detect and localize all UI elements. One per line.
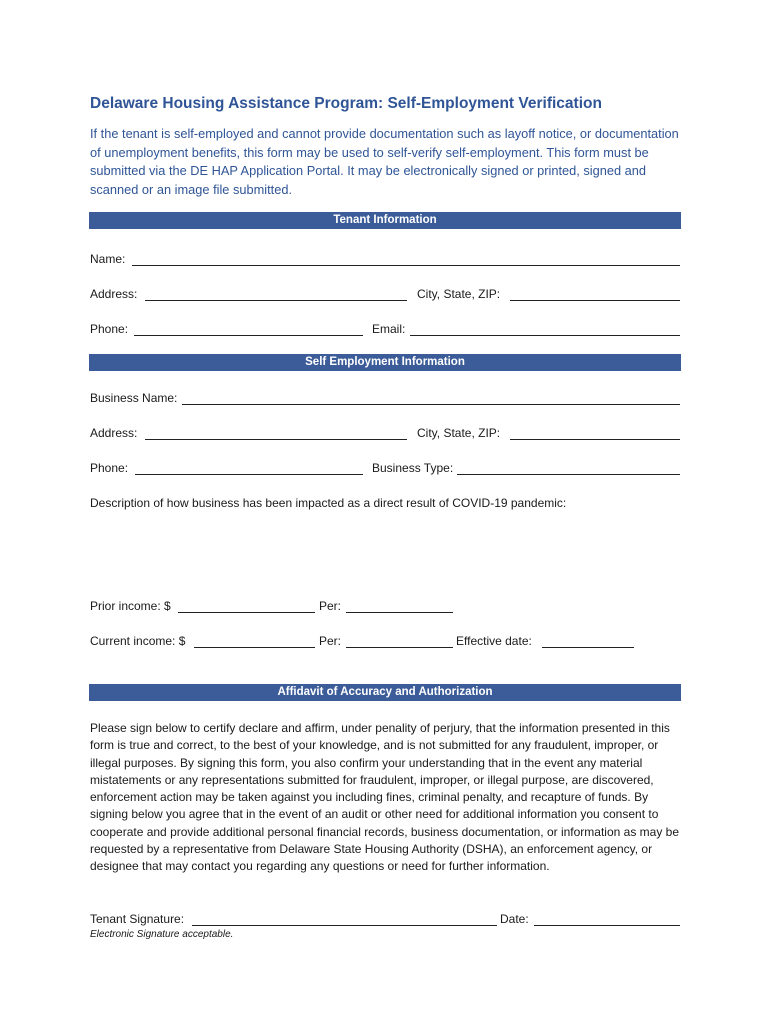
current-income-row — [90, 633, 680, 651]
prior-income-label: Prior income: $ — [90, 599, 171, 613]
current-per-label: Per: — [319, 634, 342, 648]
business-phone-row — [90, 460, 680, 478]
signature-date-field[interactable] — [534, 925, 680, 926]
business-address-row — [90, 425, 680, 443]
prior-per-field[interactable] — [346, 612, 453, 613]
covid-impact-row — [90, 495, 680, 513]
business-city-label: City, State, ZIP: — [417, 426, 501, 440]
business-type-label: Business Type: — [372, 461, 454, 475]
page-title: Delaware Housing Assistance Program: Self-Employment Verification — [90, 95, 602, 112]
business-address-field[interactable] — [145, 439, 407, 440]
effective-date-field[interactable] — [542, 647, 634, 648]
tenant-phone-label: Phone: — [90, 322, 129, 336]
current-per-field[interactable] — [346, 647, 453, 648]
business-name-row — [90, 390, 680, 408]
tenant-name-field[interactable] — [132, 265, 680, 266]
esign-note: Electronic Signature acceptable. — [90, 929, 234, 940]
current-income-field[interactable] — [194, 647, 315, 648]
business-city-field[interactable] — [510, 439, 680, 440]
tenant-phone-row — [90, 321, 680, 339]
tenant-name-row — [90, 251, 680, 269]
prior-per-label: Per: — [319, 599, 342, 613]
signature-field[interactable] — [192, 925, 497, 926]
intro-text: If the tenant is self-employed and cannot provide documentation such as layoff notice, or documentation of unemployment benefits, this form may be used to self-verify self-employment. This form must be submitted via the DE HAP Application Portal. It may be electronically signed or printed, signed and scanned or an image file submitted. — [90, 126, 679, 197]
business-phone-label: Phone: — [90, 461, 129, 475]
prior-income-field[interactable] — [178, 612, 315, 613]
effective-date-label: Effective date: — [456, 634, 532, 648]
business-type-field[interactable] — [457, 474, 680, 475]
tenant-email-field[interactable] — [410, 335, 680, 336]
signature-label: Tenant Signature: — [90, 912, 185, 926]
business-phone-field[interactable] — [135, 474, 363, 475]
tenant-address-field[interactable] — [145, 300, 407, 301]
tenant-phone-field[interactable] — [134, 335, 363, 336]
affidavit-section-header: Affidavit of Accuracy and Authorization — [89, 684, 681, 701]
tenant-section-header: Tenant Information — [89, 212, 681, 229]
business-name-field[interactable] — [182, 404, 680, 405]
self-employment-section-header: Self Employment Information — [89, 354, 681, 371]
business-name-label: Business Name: — [90, 391, 178, 405]
tenant-city-field[interactable] — [510, 300, 680, 301]
tenant-name-label: Name: — [90, 252, 126, 266]
signature-row — [90, 911, 680, 929]
tenant-address-label: Address: — [90, 287, 138, 301]
tenant-address-row — [90, 286, 680, 304]
signature-date-label: Date: — [500, 912, 529, 926]
prior-income-row — [90, 598, 680, 616]
business-address-label: Address: — [90, 426, 138, 440]
tenant-email-label: Email: — [372, 322, 406, 336]
affidavit-text: Please sign below to certify declare and affirm, under penality of perjury, that the information presented in this form is true and correct, to the best of your knowledge, and is not submitted for any fraudulent, improper, or illegal purposes. By signing this form, you also confirm your understanding that in the event any material mistatements or any representations submitted for fraudulent, improper, or illegal purpose, are discovered, enforcement action may be taken against you including fines, criminal penalty, and recapture of funds. By signing below you agree that in the event of an audit or other need for additional information you consent to cooperate and provide additional personal financial records, business documentation, or information as may be requested by a representative from Delaware State Housing Authority (DSHA), an enforcement agency, or designee that may contact you regarding any questions or need for further information. — [90, 721, 680, 874]
tenant-city-label: City, State, ZIP: — [417, 287, 501, 301]
covid-impact-field[interactable] — [90, 515, 680, 590]
current-income-label: Current income: $ — [90, 634, 186, 648]
covid-impact-label: Description of how business has been impacted as a direct result of COVID-19 pandemic: — [90, 496, 567, 510]
